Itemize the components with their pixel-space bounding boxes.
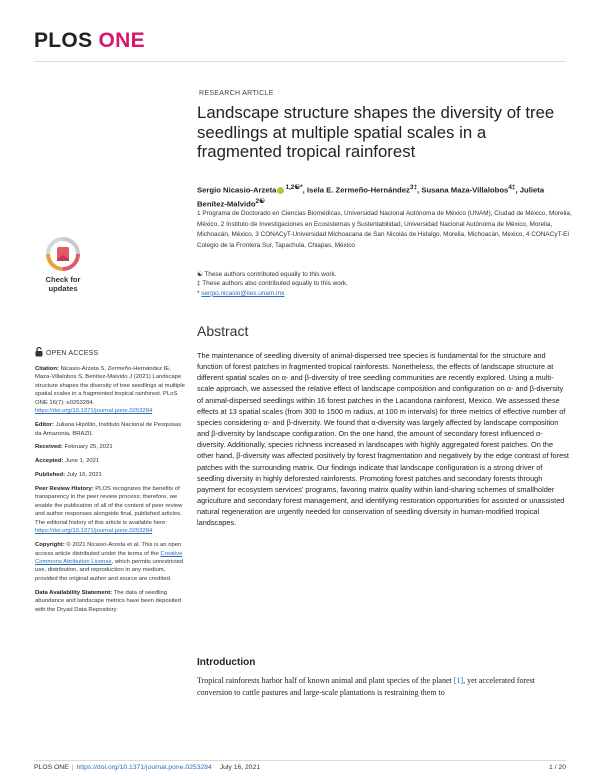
author-marks: ☯ xyxy=(259,197,265,205)
footer-divider xyxy=(34,760,566,761)
received-date: Received: February 25, 2021 xyxy=(35,444,113,451)
author-name[interactable]: Julieta Benítez-Malvido xyxy=(197,185,545,209)
header-divider xyxy=(34,61,566,62)
author-marks: ‡ xyxy=(413,184,418,191)
introduction-body: Tropical rainforests harbor half of known animal and plant species of the planet [1], yet accelerated forest conversion to cattle pastures and large-scale plantations is restraining them to xyxy=(197,676,536,697)
author-name[interactable]: Sergio Nicasio-Arzeta xyxy=(197,185,277,195)
page-footer: PLOS ONE | https://doi.org/10.1371/journal.pone.0253284 July 16, 2021 xyxy=(34,764,261,771)
citation: Citation: Nicasio-Arzeta S, Zermeño-Hernández IE, Maza-Villalobos S, Benítez-Malvido J (2021) Landscape structure shapes the diversity of tree seedlings at multiple spatial scales in a fragmented tropical rainforest. PLoS ONE 16(7): e0253284. https://doi.org/10.1371/journal.pone.0253284 xyxy=(35,366,185,415)
author-affil: 2 xyxy=(255,197,260,205)
author-notes xyxy=(197,270,497,298)
author-affil: 3 xyxy=(409,184,414,191)
author-name[interactable]: Susana Maza-Villalobos xyxy=(421,185,509,195)
author-affil: 4 xyxy=(508,184,512,191)
logo-one: ONE xyxy=(98,29,145,52)
orcid-icon[interactable] xyxy=(277,187,284,194)
peer-review-history: Peer Review History: PLOS recognizes the benefits of transparency in the peer review process; therefore, we enable the publication of all of the content of peer review and author responses alongside final, published articles. The editorial history of this article is available here: https://doi.org/10.1371/journal.pone.0253284 xyxy=(35,485,183,535)
note-equal: ☯ These authors contributed equally to this work. xyxy=(197,271,337,278)
badge-label-line2: updates xyxy=(48,284,78,293)
reference-link[interactable]: [1] xyxy=(453,676,464,685)
logo-plos: PLOS xyxy=(34,29,93,52)
editor: Editor: Juliana Hipólito, Instituto Nacional de Pesquisas da Amazonia, BRAZIL xyxy=(35,422,182,437)
abstract-body: The maintenance of seedling diversity of animal-dispersed tree species is fundamental for the structure and function of forest patches in fragmented tropical rainforests. Nonetheless, the effects of landscape structure at different spatial scales on α- and β-diversity of tree seedling communities are recently explored. Using a multi-scale approach, we assessed the relative effect of landscape composition and configuration on α- and β-diversity of animal-dispersed seedlings within 16 forest patches in the Lacandona rainforest, Mexico. We assessed these effects at 13 spatial scales (from 300 to 1500 m radius, at 100 m intervals) for three metrics of effective number of species considering α- and β-diversity. We found that α-diversity was largely affected by landscape composition and β-diversity by landscape configuration. On the one hand, the amount of secondary forest influenced α-diversity. Additionally, species richness increased in landscapes with highly aggregated forest patches. On the other hand, β-diversity was affected positively by forest fragmentation and negatively by the edge contrast of forest patches with the surrounding matrix. Our findings indicate that landscape configuration is a strong driver of seedling diversity in highly deforested rainforests. Promoting forest patches and secondary forests through payment for ecosystem services' programs, favoring matrix quality within land-sharing schemes of smallholder agriculture and secondary forest management, and identifying restoration opportunities for assisted or unassisted natural regeneration are urgently needed for conservation of seedling diversity in human-modified tropical landscapes. xyxy=(197,351,569,528)
author-affil: 1,2 xyxy=(285,184,295,191)
page-number: 1 / 20 xyxy=(548,764,566,771)
footer-doi-link[interactable]: https://doi.org/10.1371/journal.pone.0253284 xyxy=(76,764,212,771)
note-also: ‡ These authors also contributed equally to this work. xyxy=(197,280,348,288)
note-email: * sergio.nicasio@iies.unam.mx xyxy=(197,289,285,297)
check-for-updates-badge[interactable] xyxy=(38,237,88,293)
article-type: RESEARCH ARTICLE xyxy=(199,90,274,97)
article-metadata-sidebar xyxy=(35,365,187,619)
check-for-updates-icon xyxy=(46,237,80,271)
copyright: Copyright: © 2021 Nicasio-Arzeta et al. This is an open access article distributed under the terms of the Creative Commons Attribution License, which permits unrestricted use, distribution, and reproduction in any medium, provided the original author and source are credited. xyxy=(35,542,184,582)
license-link[interactable]: Creative Commons Attribution License xyxy=(35,550,183,565)
author-name[interactable]: Isela E. Zermeño-Hernández xyxy=(306,185,410,195)
email-link[interactable]: sergio.nicasio@iies.unam.mx xyxy=(201,289,285,297)
accepted-date: Accepted: June 1, 2021 xyxy=(35,458,100,465)
citation-doi-link[interactable]: https://doi.org/10.1371/journal.pone.0253284 xyxy=(35,408,153,415)
article-title: Landscape structure shapes the diversity of tree seedlings at multiple spatial scales in a fragmented tropical rainforest xyxy=(197,103,555,161)
affiliations: 1 Programa de Doctorado en Ciencias Biomédicas, Universidad Nacional Autónoma de México (UNAM), Ciudad de México, Morelia, México, 2 Instituto de Investigaciones en Ecosistemas y Sustentabilidad, Universidad Nacional Autónoma de México, Morelia, Michoacán, México, 3 CONACyT-Universidad Michoacana de San Nicolás de Hidalgo, Morelia, Michoacán, Mexico, 4 CONACyT-El Colegio de la Frontera Sur, Tapachula, Chiapas, México xyxy=(197,210,572,249)
author-marks: ☯* xyxy=(294,184,303,191)
open-access-label: OPEN ACCESS xyxy=(35,347,98,359)
footer-date: July 16, 2021 xyxy=(219,764,261,771)
open-lock-icon xyxy=(35,347,43,359)
data-availability: Data Availability Statement: The data of seedling abundance and landscape metrics have been deposited with the Dryad Data Repository xyxy=(35,589,182,613)
author-list: Sergio Nicasio-Arzeta $^{1,2☯*}$, Isela E. Zermeño-Hernández$^{3\ddagger}$, Susana Maza-Villalobos$^{4\ddagger}$, Julieta Benítez-Malvido$^{2☯}$ xyxy=(197,184,545,209)
published-date: Published: July 16, 2021 xyxy=(35,472,102,479)
peer-review-link[interactable]: https://doi.org/10.1371/journal.pone.0253284 xyxy=(35,528,153,535)
journal-logo xyxy=(34,29,145,53)
introduction-heading: Introduction xyxy=(197,657,256,668)
footer-journal: PLOS ONE xyxy=(34,764,69,771)
badge-label-line1: Check for xyxy=(45,275,81,284)
author-marks: ‡ xyxy=(511,184,516,191)
abstract-heading: Abstract xyxy=(197,323,249,339)
